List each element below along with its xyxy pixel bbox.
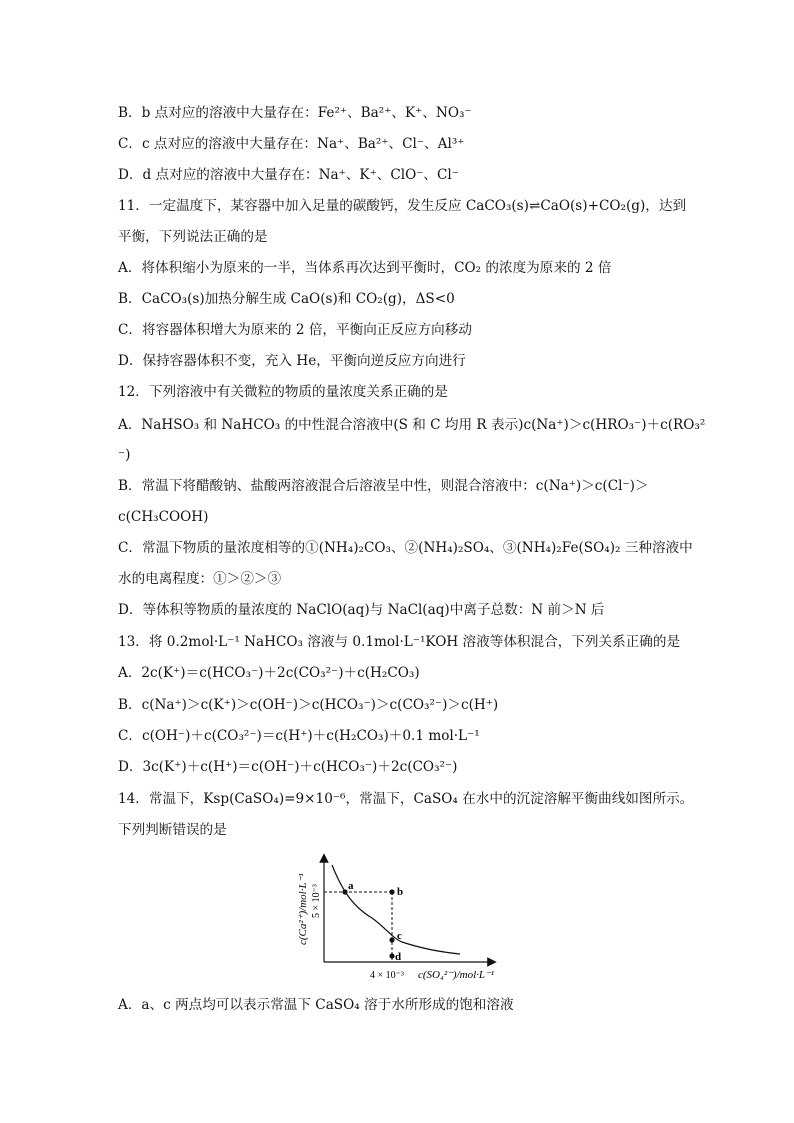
point-d [389,953,394,958]
option-10b: B．b 点对应的溶液中大量存在：Fe²⁺、Ba²⁺、K⁺、NO₃⁻ [118,105,472,121]
label-a: a [348,880,354,892]
option-10c: C．c 点对应的溶液中大量存在：Na⁺、Ba²⁺、Cl⁻、Al³⁺ [118,136,465,152]
option-13b: B．c(Na⁺)＞c(K⁺)＞c(OH⁻)＞c(HCO₃⁻)＞c(CO₃²⁻)＞c(H⁺) [118,697,499,713]
option-12d: D．等体积等物质的量浓度的 NaClO(aq)与 NaCl(aq)中离子总数：N 前＞N 后 [118,602,605,618]
label-c: c [397,930,402,942]
option-11b: B．CaCO₃(s)加热分解生成 CaO(s)和 CO₂(g)，ΔS<0 [118,291,455,307]
question-12-stem: 12．下列溶液中有关微粒的物质的量浓度关系正确的是 [118,384,448,400]
point-a [342,889,347,894]
question-14-stem: 14．常温下，Ksp(CaSO₄)=9×10⁻⁶，常温下，CaSO₄ 在水中的沉淀溶解平衡曲线如图所示。 [118,791,694,807]
option-13a: A．2c(K⁺)＝c(HCO₃⁻)＋2c(CO₃²⁻)＋c(H₂CO₃) [118,665,420,681]
option-13d: D．3c(K⁺)＋c(H⁺)＝c(OH⁻)＋c(HCO₃⁻)＋2c(CO₃²⁻) [118,759,458,775]
question-14-stem-cont: 下列判断错误的是 [118,822,227,838]
option-12c: C．常温下物质的量浓度相等的①(NH₄)₂CO₃、②(NH₄)₂SO₄、③(NH₄)₂Fe(SO₄)₂ 三种溶液中 [118,540,693,556]
y-tick-label: 5 × 10⁻³ [311,884,322,918]
option-12a: A．NaHSO₃ 和 NaHCO₃ 的中性混合溶液中(S 和 C 均用 R 表示)c(Na⁺)＞c(HRO₃⁻)＋c(RO₃² [118,417,706,433]
question-11-stem-cont: 平衡，下列说法正确的是 [118,229,268,245]
option-10d: D．d 点对应的溶液中大量存在：Na⁺、K⁺、ClO⁻、Cl⁻ [118,167,459,183]
y-axis-label: c(Ca²⁺)/mol·L⁻¹ [297,873,309,945]
option-12b-cont: c(CH₃COOH) [118,509,209,525]
point-c [389,937,394,942]
option-11d: D．保持容器体积不变，充入 He，平衡向逆反应方向进行 [118,353,466,369]
x-tick-label: 4 × 10⁻³ [370,970,404,981]
question-11-stem: 11．一定温度下，某容器中加入足量的碳酸钙，发生反应 CaCO₃(s)⇌CaO(s)+CO₂(g)，达到 [118,198,687,214]
option-12a-cont: ⁻) [118,447,131,463]
option-11c: C．将容器体积增大为原来的 2 倍，平衡向正反应方向移动 [118,322,472,338]
x-axis-label: c(SO₄²⁻)/mol·L⁻¹ [418,969,495,981]
option-12c-cont: 水的电离程度：①＞②＞③ [118,571,282,587]
label-b: b [397,886,404,898]
question-13-stem: 13．将 0.2mol·L⁻¹ NaHCO₃ 溶液与 0.1mol·L⁻¹KOH 溶液等体积混合，下列关系正确的是 [118,634,681,650]
option-13c: C．c(OH⁻)＋c(CO₃²⁻)＝c(H⁺)＋c(H₂CO₃)＋0.1 mol·L⁻¹ [118,728,480,744]
option-11a: A．将体积缩小为原来的一半，当体系再次达到平衡时，CO₂ 的浓度为原来的 2 倍 [118,260,612,276]
point-b [389,889,394,894]
label-d: d [395,951,402,963]
option-12b: B．常温下将醋酸钠、盐酸两溶液混合后溶液呈中性，则混合溶液中：c(Na⁺)＞c(Cl⁻)＞ [118,478,649,494]
solubility-curve [332,865,460,954]
option-14a: A．a、c 两点均可以表示常温下 CaSO₄ 溶于水所形成的饱和溶液 [118,997,514,1013]
